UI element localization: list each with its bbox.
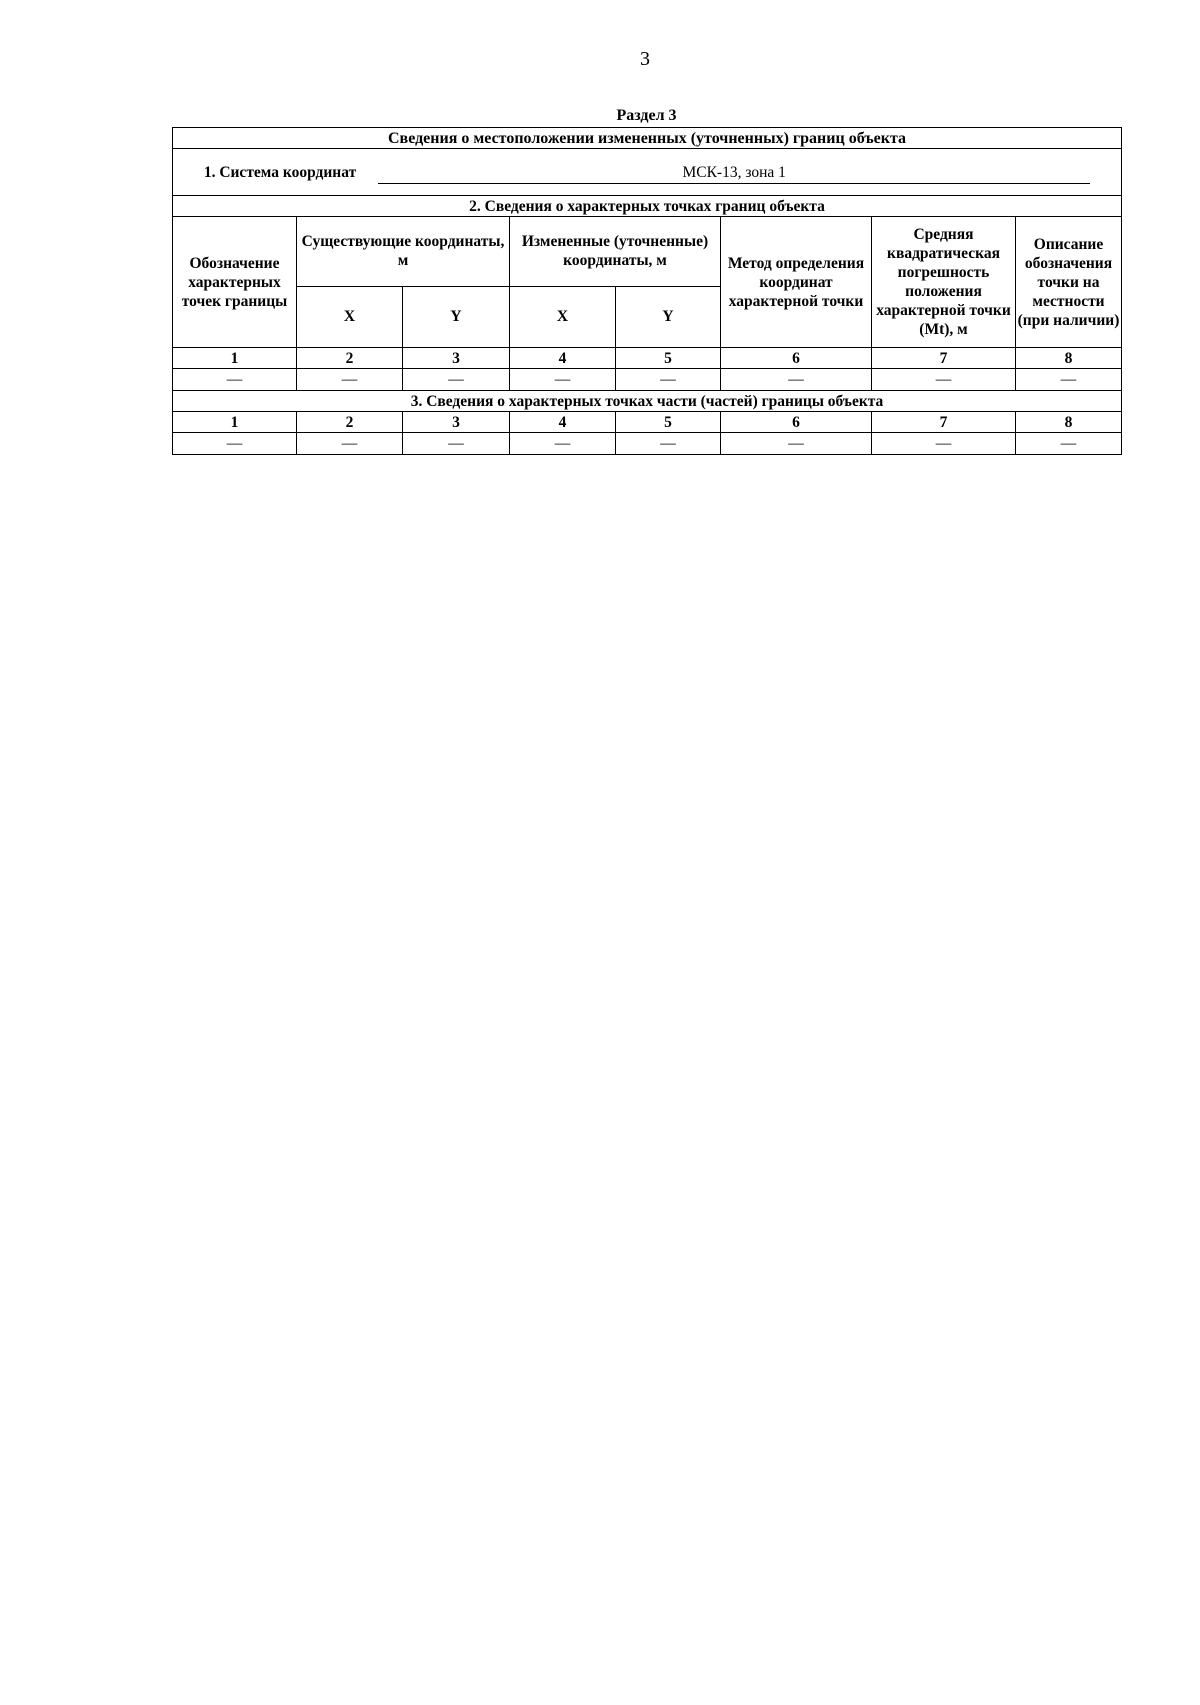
table-cell: — (297, 369, 403, 391)
boundary-table (172, 127, 1122, 455)
column-number: 2 (297, 348, 403, 369)
column-number: 6 (721, 348, 872, 369)
coordinate-system-row (173, 149, 1122, 196)
column-number: 8 (1016, 412, 1122, 433)
column-number: 3 (403, 348, 510, 369)
table-cell: — (403, 369, 510, 391)
section-title: Раздел 3 (616, 107, 677, 124)
header-existing-x: X (297, 286, 403, 347)
table-title: Сведения о местоположении измененных (уточненных) границ объекта (173, 128, 1122, 149)
table-cell: — (616, 369, 721, 391)
part3-number-row (173, 412, 1122, 433)
table-cell: — (721, 369, 872, 391)
column-number: 4 (510, 412, 616, 433)
header-existing-y: Y (403, 286, 510, 347)
column-number: 4 (510, 348, 616, 369)
table-cell: — (297, 433, 403, 455)
part3-title: 3. Сведения о характерных точках части (частей) границы объекта (173, 391, 1122, 412)
table-row (173, 433, 1122, 455)
column-number: 1 (173, 412, 297, 433)
table-row (173, 369, 1122, 391)
table-cell: — (721, 433, 872, 455)
coordinate-system-value: МСК-13, зона 1 (378, 161, 1090, 184)
part2-title: 2. Сведения о характерных точках границ объекта (173, 196, 1122, 217)
column-number: 8 (1016, 348, 1122, 369)
column-number: 5 (616, 412, 721, 433)
header-existing-coords: Существующие координаты, м (297, 217, 510, 287)
part2-number-row (173, 348, 1122, 369)
column-number: 6 (721, 412, 872, 433)
header-point-designation: Обозначение характерных точек границы (173, 217, 297, 348)
table-cell: — (616, 433, 721, 455)
table-cell: — (872, 433, 1016, 455)
header-mean-error: Средняя квадратическая погрешность положения характерной точки (Mt), м (872, 217, 1016, 348)
table-cell: — (872, 369, 1016, 391)
header-changed-coords: Измененные (уточненные) координаты, м (510, 217, 721, 287)
header-changed-x: X (510, 286, 616, 347)
table-cell: — (1016, 433, 1122, 455)
table-cell: — (173, 369, 297, 391)
header-description: Описание обозначения точки на местности (при наличии) (1016, 217, 1122, 348)
coordinate-system-label: 1. Система координат (203, 163, 357, 181)
column-number: 2 (297, 412, 403, 433)
table-cell: — (1016, 369, 1122, 391)
header-changed-y: Y (616, 286, 721, 347)
column-number: 1 (173, 348, 297, 369)
table-cell: — (510, 433, 616, 455)
page-number: 3 (640, 48, 650, 70)
table-cell: — (403, 433, 510, 455)
table-cell: — (510, 369, 616, 391)
table-cell: — (173, 433, 297, 455)
column-number: 7 (872, 348, 1016, 369)
header-method: Метод определения координат характерной точки (721, 217, 872, 348)
column-number: 3 (403, 412, 510, 433)
column-number: 7 (872, 412, 1016, 433)
column-number: 5 (616, 348, 721, 369)
